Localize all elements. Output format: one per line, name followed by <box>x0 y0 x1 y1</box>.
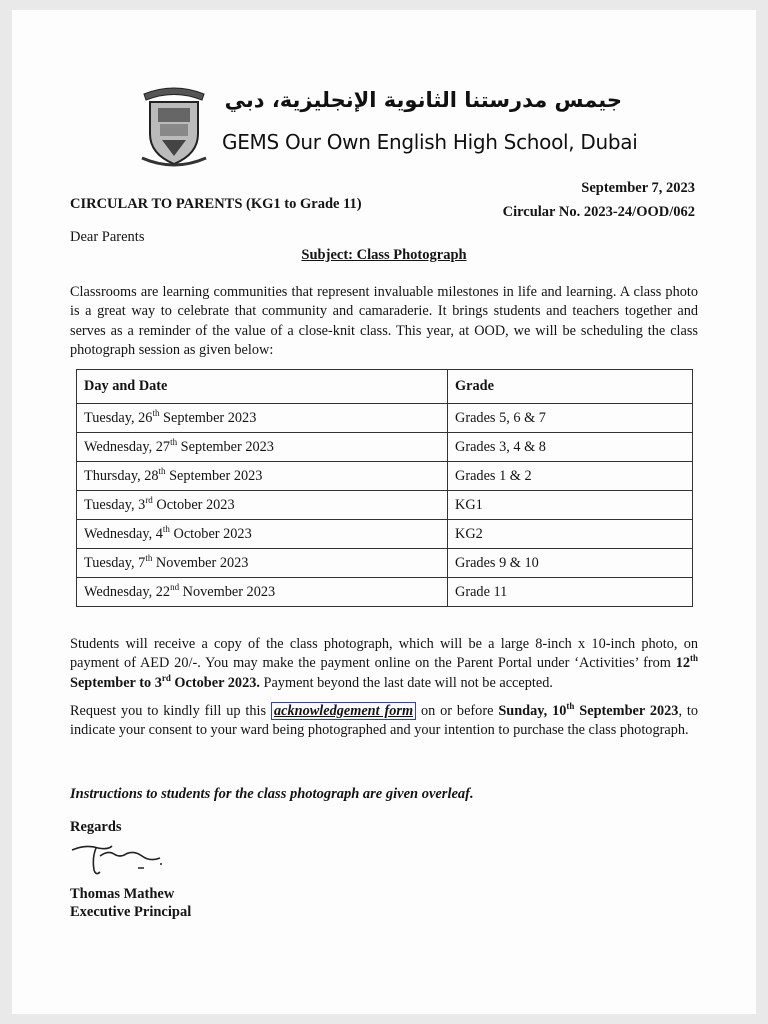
table-row <box>77 404 693 433</box>
table-cell-grade: KG2 <box>448 520 693 549</box>
table-row <box>77 491 693 520</box>
instructions-note: Instructions to students for the class photograph are given overleaf. <box>70 786 474 802</box>
table-row <box>77 462 693 491</box>
table-cell-day: Wednesday, 4th October 2023 <box>77 520 448 549</box>
signatory-title: Executive Principal <box>70 904 192 920</box>
intro-paragraph: Classrooms are learning communities that represent invaluable milestones in life and learning. A class photo is a great way to celebrate that community and camaraderie. It brings students and teachers together and serves as a reminder of the value of a close-knit class. This year, at OOD, we will be scheduling the class photograph session as given below: <box>70 284 698 358</box>
table-cell-day: Tuesday, 26th September 2023 <box>77 404 448 433</box>
column-header-grade: Grade <box>448 370 693 404</box>
table-cell-grade: Grade 11 <box>448 578 693 607</box>
column-header-day: Day and Date <box>77 370 448 404</box>
circular-title: CIRCULAR TO PARENTS (KG1 to Grade 11) <box>70 196 362 212</box>
table-cell-grade: Grades 3, 4 & 8 <box>448 433 693 462</box>
table-row <box>77 433 693 462</box>
photo-schedule-table <box>76 369 693 607</box>
circular-date: September 7, 2023 <box>581 180 695 196</box>
table-cell-grade: Grades 5, 6 & 7 <box>448 404 693 433</box>
salutation: Dear Parents <box>70 229 145 245</box>
table-cell-day: Wednesday, 27th September 2023 <box>77 433 448 462</box>
request-paragraph: Request you to kindly fill up this acknowledgement form on or before Sunday, 10th September 2023, to indicate your consent to your ward being photographed and your intention to purchase the class photograph. <box>70 701 699 739</box>
acknowledgement-form-link[interactable]: acknowledgement form <box>271 702 416 720</box>
table-header-row <box>77 370 693 404</box>
table-cell-day: Thursday, 28th September 2023 <box>77 462 448 491</box>
circular-page <box>12 10 756 1014</box>
table-cell-day: Tuesday, 3rd October 2023 <box>77 491 448 520</box>
table-cell-grade: KG1 <box>448 491 693 520</box>
table-row <box>77 549 693 578</box>
table-row <box>77 520 693 549</box>
table-cell-day: Tuesday, 7th November 2023 <box>77 549 448 578</box>
school-name: GEMS Our Own English High School, Dubai <box>222 130 638 154</box>
school-crest-icon <box>138 80 210 168</box>
table-row <box>77 578 693 607</box>
payment-paragraph: Students will receive a copy of the class photograph, which will be a large 8-inch x 10-inch photo, on payment of AED 20/-. You may make the payment online on the Parent Portal under ‘Activities’ from 12th September to 3rd October 2023. Payment beyond the last date will not be accepted. <box>70 636 698 691</box>
school-name-arabic: جيمس مدرستنا الثانوية الإنجليزية، دبي <box>224 88 622 112</box>
signatory-name: Thomas Mathew <box>70 886 175 902</box>
regards: Regards <box>70 819 122 835</box>
circular-number: Circular No. 2023-24/OOD/062 <box>502 204 695 220</box>
table-cell-day: Wednesday, 22nd November 2023 <box>77 578 448 607</box>
subject-line: Subject: Class Photograph <box>301 247 467 263</box>
table-cell-grade: Grades 9 & 10 <box>448 549 693 578</box>
signature-image <box>68 838 188 882</box>
table-cell-grade: Grades 1 & 2 <box>448 462 693 491</box>
